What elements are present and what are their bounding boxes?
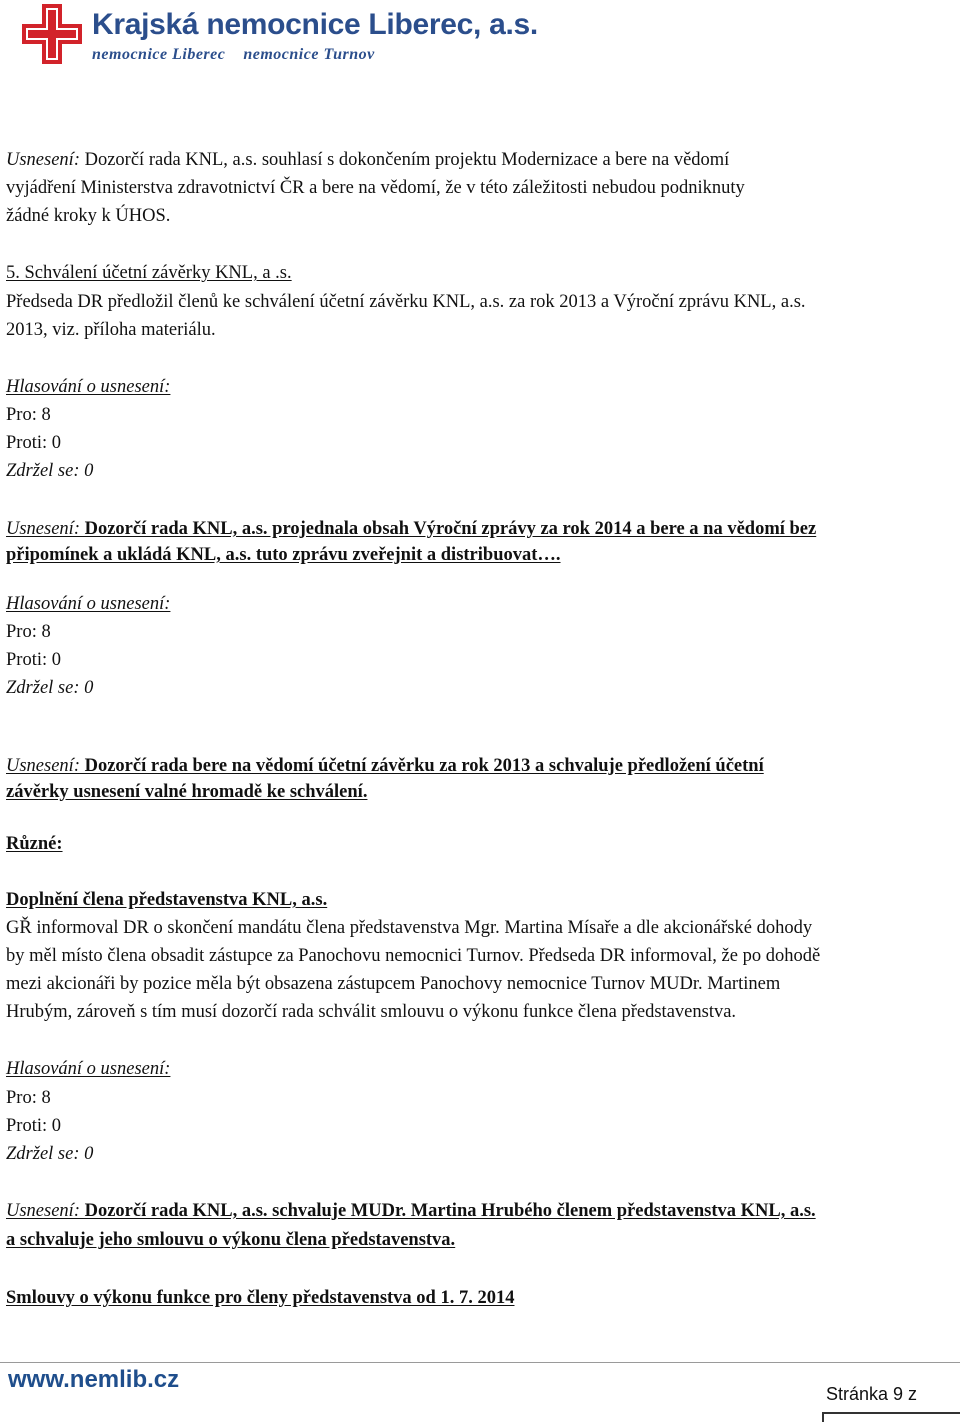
org-name: Krajská nemocnice Liberec, a.s.: [92, 8, 538, 41]
voting-heading-3: Hlasování o usnesení:: [6, 1059, 171, 1079]
usneseni-label: Usnesení:: [6, 1201, 80, 1221]
resolution-1-text: Dozorčí rada KNL, a.s. souhlasí s dokončením projektu Modernizace a bere na vědomí: [79, 150, 730, 170]
resolution-1-line-1: [6, 146, 729, 174]
doplneni-line-1: GŘ informoval DR o skončení mandátu člena představenstva Mgr. Martina Mísaře a dle akcionářské dohody: [6, 918, 813, 938]
smlouvy-heading: Smlouvy o výkonu funkce pro členy představenstva od 1. 7. 2014: [6, 1288, 515, 1308]
header: [0, 0, 960, 80]
vote-abstain-2: Zdržel se: 0: [6, 678, 94, 698]
doplneni-line-3: mezi akcionáři by pozice měla být obsazena zástupcem Panochovy nemocnice Turnov MUDr. Martinem: [6, 974, 781, 994]
doplneni-heading: Doplnění člena představenstva KNL, a.s.: [6, 890, 328, 910]
voting-heading-1: Hlasování o usnesení:: [6, 377, 171, 397]
org-sub-liberec: nemocnice Liberec: [92, 46, 226, 63]
resolution-3-text: Dozorčí rada bere na vědomí účetní závěrku za rok 2013 a schvaluje předložení účetní: [79, 756, 764, 776]
resolution-3-line-1: [6, 752, 764, 780]
org-sub-turnov: nemocnice Turnov: [243, 46, 375, 63]
footer-right-rule: [822, 1412, 960, 1422]
vote-against-1: Proti: 0: [6, 433, 61, 453]
section-5-text-1: Předseda DR předložil členů ke schválení účetní závěrku KNL, a.s. za rok 2013 a Výroční zprávu KNL, a.s.: [6, 292, 806, 312]
org-subtitle: [92, 46, 375, 64]
hospital-cross-logo-icon: [22, 4, 82, 64]
section-5-text-2: 2013, viz. příloha materiálu.: [6, 320, 216, 340]
vote-against-3: Proti: 0: [6, 1116, 61, 1136]
resolution-4-text: Dozorčí rada KNL, a.s. schvaluje MUDr. Martina Hrubého členem představenstva KNL, a.s.: [79, 1201, 816, 1221]
resolution-2-line-1: [6, 515, 816, 543]
vote-abstain-1: Zdržel se: 0: [6, 461, 94, 481]
usneseni-label: Usnesení:: [6, 150, 80, 170]
section-5-heading: 5. Schválení účetní závěrky KNL, a .s.: [6, 263, 292, 283]
usneseni-label: Usnesení:: [6, 756, 80, 776]
resolution-3-line-2: závěrky usnesení valné hromadě ke schválení.: [6, 782, 368, 802]
resolution-2-text: Dozorčí rada KNL, a.s. projednala obsah Výroční zprávy za rok 2014 a bere a na vědomí bez: [79, 519, 817, 539]
vote-against-2: Proti: 0: [6, 650, 61, 670]
doplneni-line-2: by měl místo člena obsadit zástupce za Panochovu nemocnici Turnov. Předseda DR informoval, že po dohodě: [6, 946, 821, 966]
resolution-1-line-3: žádné kroky k ÚHOS.: [6, 206, 171, 226]
vote-abstain-3: Zdržel se: 0: [6, 1144, 94, 1164]
vote-for-3: Pro: 8: [6, 1088, 51, 1108]
vote-for-2: Pro: 8: [6, 622, 51, 642]
footer-divider: [0, 1362, 960, 1363]
resolution-2-line-2: připomínek a ukládá KNL, a.s. tuto zprávu zveřejnit a distribuovat….: [6, 545, 561, 565]
doplneni-line-4: Hrubým, zároveň s tím musí dozorčí rada schválit smlouvu o výkonu funkce člena představenstva.: [6, 1002, 737, 1022]
resolution-4-line-1: [6, 1197, 816, 1225]
usneseni-label: Usnesení:: [6, 519, 80, 539]
voting-heading-2: Hlasování o usnesení:: [6, 594, 171, 614]
vote-for-1: Pro: 8: [6, 405, 51, 425]
footer-website-link[interactable]: www.nemlib.cz: [8, 1366, 180, 1393]
footer-page-number: Stránka 9 z: [826, 1384, 918, 1404]
resolution-4-line-2: a schvaluje jeho smlouvu o výkonu člena představenstva.: [6, 1230, 456, 1250]
ruzne-heading: Různé:: [6, 834, 63, 854]
resolution-1-line-2: vyjádření Ministerstva zdravotnictví ČR a bere na vědomí, že v této záležitosti nebudou podniknuty: [6, 178, 745, 198]
